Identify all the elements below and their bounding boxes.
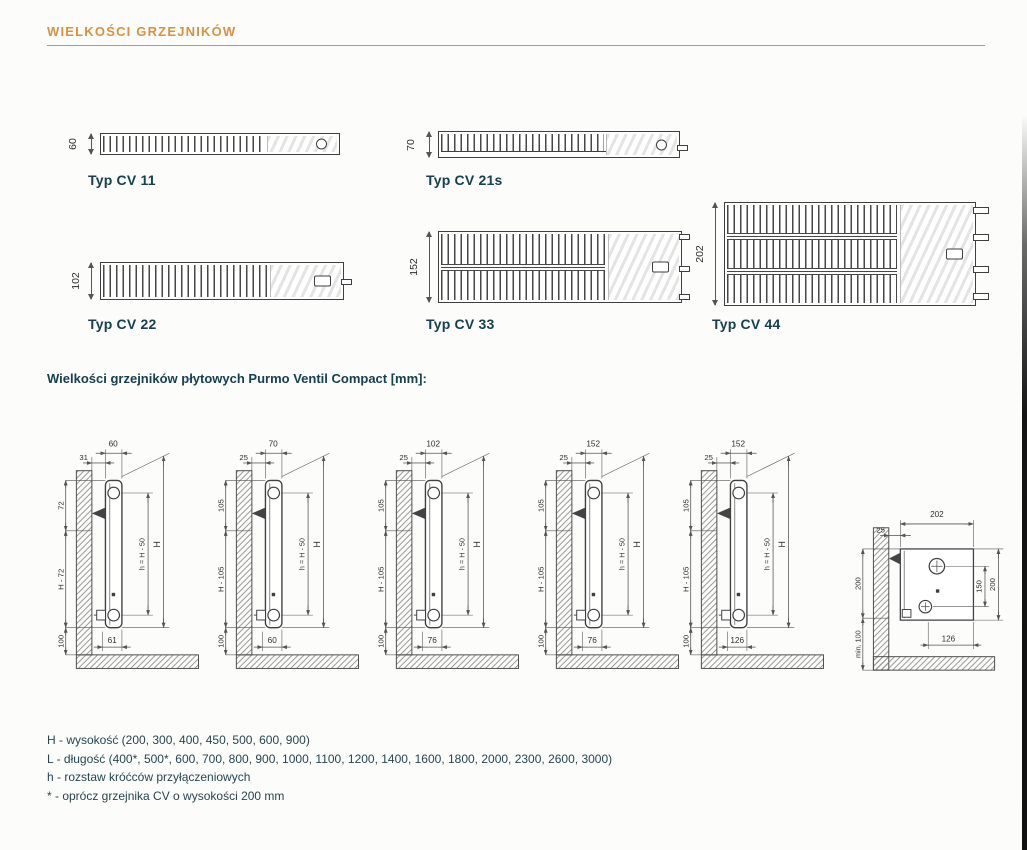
dimension-label: h = H - 50	[617, 538, 627, 571]
title-rule	[47, 45, 985, 46]
depth-dimension	[404, 131, 438, 158]
arrow-up-icon	[88, 133, 94, 139]
depth-value: 70	[404, 138, 417, 151]
dimension-label: 100	[681, 634, 691, 648]
dimension-label: 202	[930, 510, 944, 520]
dimension-label: H - 105	[216, 566, 226, 592]
dimension-label: 102	[426, 439, 441, 449]
dimension-line	[429, 232, 430, 302]
floor-hatch	[396, 655, 518, 669]
dimension-label: 152	[586, 439, 601, 449]
convector-fins	[727, 275, 897, 303]
dimension-label: H - 105	[536, 566, 546, 592]
top-plug	[588, 487, 600, 499]
wall-hatch	[236, 471, 252, 655]
top-plug	[108, 487, 120, 499]
dimension-label: 150	[974, 580, 984, 593]
dimension-label: 200	[853, 577, 863, 590]
dimension-label: 25	[239, 453, 248, 463]
panel-separator	[727, 233, 897, 240]
depth-value: 202	[693, 245, 706, 263]
convector-fins	[727, 205, 897, 233]
wall-hatch	[396, 471, 412, 655]
radiator-top-view-cv21s	[404, 131, 680, 158]
convector-fins	[441, 271, 605, 301]
arrow-up-icon	[88, 262, 94, 268]
side-view-drawing	[535, 430, 695, 682]
convector-fins	[441, 234, 605, 264]
arrow-down-icon	[88, 294, 94, 300]
radiator-top-view-cv22	[69, 262, 344, 300]
legend-line-l: L - długość (400*, 500*, 600, 700, 800, 900, 1000, 1100, 1200, 1400, 1600, 1800, 2000, 2300, 2600, 3000)	[47, 751, 613, 766]
valve-body	[314, 276, 331, 287]
wall-hatch	[76, 471, 92, 655]
arrow-down-icon	[712, 300, 718, 306]
dimension-label: 100	[216, 634, 226, 648]
dimension-label: h = H - 50	[457, 538, 467, 571]
bottom-valve	[733, 609, 745, 621]
dimension-label: H	[777, 541, 788, 548]
dimension-label: H - 105	[376, 566, 386, 592]
radiator-panel	[265, 480, 281, 627]
legend-line-hsmall: h - rozstaw króćców przyłączeniowych	[47, 770, 251, 784]
convector-fins	[103, 265, 267, 297]
wall-hatch	[556, 471, 572, 655]
dimension-label: 31	[79, 453, 88, 463]
dimension-line	[715, 203, 716, 305]
type-label-cv44: Typ CV 44	[712, 316, 781, 332]
side-view-drawing	[375, 430, 535, 682]
radiator-body	[100, 133, 340, 155]
top-plug	[268, 487, 280, 499]
side-diagram-cv33	[535, 430, 695, 687]
convector-fins	[103, 136, 264, 152]
pipe-stub	[677, 145, 688, 151]
dimension-label: 100	[376, 634, 386, 648]
bottom-valve	[588, 609, 600, 621]
dimension-label: 100	[56, 634, 66, 648]
bottom-valve	[108, 609, 120, 621]
section-subtitle: Wielkości grzejników płytowych Purmo Ventil Compact [mm]:	[47, 371, 427, 386]
dimension-label: 105	[376, 499, 386, 513]
wall-bracket	[717, 508, 731, 520]
depth-value: 102	[69, 272, 82, 290]
dimension-label: 76	[427, 636, 437, 646]
arrow-up-icon	[426, 231, 432, 237]
radiator-top-view-cv11	[66, 133, 340, 155]
page-title: WIELKOŚCI GRZEJNIKÓW	[47, 24, 237, 39]
wall-bracket	[252, 508, 266, 520]
dimension-label: H	[152, 541, 163, 548]
pipe-stub	[973, 234, 989, 241]
radiator-body	[724, 202, 976, 306]
legend-line-h: H - wysokość (200, 300, 400, 450, 500, 600, 900)	[47, 733, 310, 747]
side-view-drawing	[215, 430, 375, 682]
legend	[47, 731, 612, 805]
dimension-label: H	[632, 541, 643, 548]
side-diagram-cv21s	[215, 430, 375, 687]
radiator-top-view-cv33	[407, 231, 682, 303]
depth-dimension	[69, 262, 100, 300]
dimension-label: 126	[941, 634, 956, 644]
radiator-body	[100, 262, 344, 300]
radiator-body	[438, 131, 680, 158]
arrow-up-icon	[712, 202, 718, 208]
dimension-label: 152	[731, 439, 746, 449]
radiator-panel	[105, 480, 121, 627]
floor-hatch	[556, 655, 678, 669]
floor-hatch	[701, 655, 823, 669]
arrow-down-icon	[426, 152, 432, 158]
depth-dimension	[407, 231, 438, 303]
dimension-label: H - 105	[681, 566, 691, 592]
convector-fins	[441, 134, 604, 151]
bottom-valve	[428, 609, 440, 621]
dimension-label: h = H - 50	[137, 538, 147, 571]
side-diagram-cv11	[55, 430, 215, 687]
valve-circle	[656, 139, 667, 150]
floor-hatch	[76, 655, 198, 669]
bottom-valve	[268, 609, 280, 621]
top-plug	[428, 487, 440, 499]
depth-value: 152	[407, 258, 420, 276]
radiator-panel	[425, 480, 441, 627]
legend-line-star: * - oprócz grzejnika CV o wysokości 200 mm	[47, 788, 285, 803]
dimension-label: H	[472, 541, 483, 548]
scan-edge-artifact	[1022, 115, 1027, 850]
wall-bracket	[412, 508, 426, 520]
pipe-stub	[679, 266, 690, 272]
side-view-drawing	[55, 430, 215, 682]
pipe-stub	[679, 294, 690, 300]
depth-value: 60	[66, 138, 79, 150]
radiator-body	[438, 231, 682, 303]
depth-dimension	[693, 202, 724, 306]
dimension-label: 60	[267, 636, 277, 646]
pipe-stub	[341, 279, 352, 285]
type-label-cv33: Typ CV 33	[426, 316, 495, 332]
dimension-label: 100	[536, 634, 546, 648]
dimension-label: 25	[876, 525, 885, 535]
radiator-panel	[585, 480, 601, 627]
wall-bracket	[572, 508, 586, 520]
type-label-cv21s: Typ CV 21s	[426, 172, 503, 188]
radiator-top-view-cv44	[693, 202, 976, 306]
dimension-label: h = H - 50	[297, 538, 307, 571]
panel-separator	[441, 264, 605, 271]
dimension-label: min. 100	[853, 630, 863, 658]
dimension-label: 105	[536, 499, 546, 513]
dimension-label: h = H - 50	[762, 538, 772, 571]
top-plug	[733, 487, 745, 499]
dimension-label: 72	[56, 501, 66, 510]
radiator-panel	[730, 480, 746, 627]
corner-diagram-h200	[852, 497, 1016, 704]
dimension-label: 61	[107, 636, 117, 646]
arrow-down-icon	[88, 149, 94, 155]
type-label-cv22: Typ CV 22	[88, 316, 157, 332]
dimension-label: 105	[681, 499, 691, 513]
dimension-label: 25	[704, 453, 713, 463]
floor-hatch	[873, 657, 994, 670]
arrow-up-icon	[426, 131, 432, 137]
dimension-label: H - 72	[56, 568, 66, 590]
floor-hatch	[236, 655, 358, 669]
arrow-down-icon	[426, 297, 432, 303]
dimension-label: H	[312, 541, 323, 548]
convector-fins	[727, 240, 897, 268]
wall-bracket	[92, 508, 106, 520]
dimension-label: 126	[730, 636, 745, 646]
valve-body	[652, 262, 669, 273]
pipe-stub	[679, 234, 690, 240]
side-view-drawing	[680, 430, 840, 682]
dimension-label: 25	[399, 453, 408, 463]
dimension-label: 60	[108, 439, 118, 449]
valve-circle	[316, 139, 327, 150]
dimension-label: 105	[216, 499, 226, 513]
dimension-label: 25	[559, 453, 568, 463]
depth-dimension	[66, 133, 100, 155]
pipe-stub	[973, 293, 989, 300]
wall-hatch	[701, 471, 717, 655]
type-label-cv11: Typ CV 11	[88, 172, 156, 188]
dimension-label: 200	[988, 578, 998, 591]
valve-body	[946, 249, 963, 260]
side-diagram-cv44	[680, 430, 840, 687]
side-diagram-cv22	[375, 430, 535, 687]
dimension-label: 70	[268, 439, 278, 449]
pipe-stub	[973, 207, 989, 214]
panel-separator	[727, 268, 897, 275]
pipe-stub	[973, 266, 989, 273]
corner-view-drawing	[852, 497, 1016, 699]
dimension-label: 76	[587, 636, 597, 646]
